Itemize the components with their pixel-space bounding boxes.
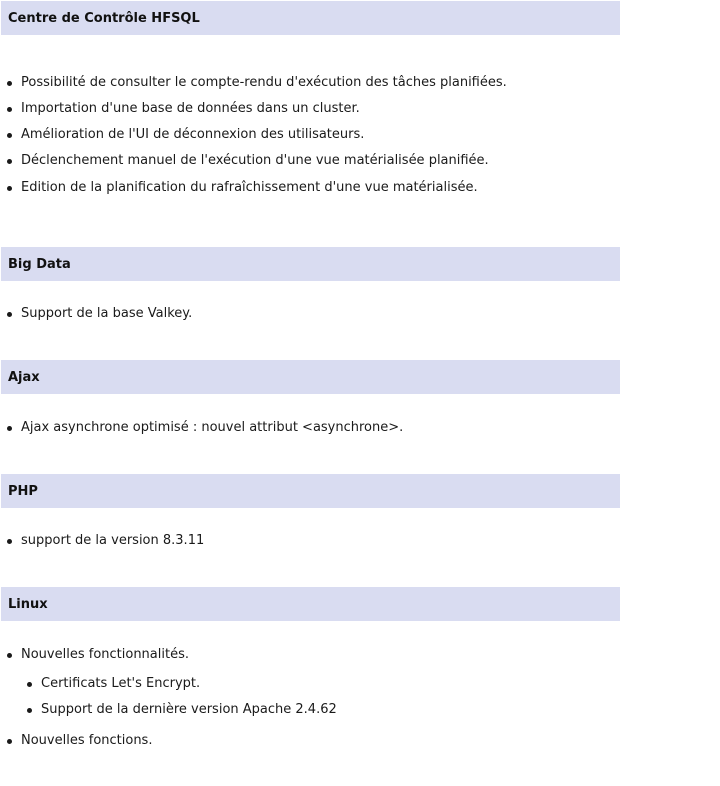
bullet-icon <box>7 81 12 86</box>
bullet-icon <box>7 539 12 544</box>
section-title: PHP <box>8 483 38 499</box>
list-sub-item <box>41 702 337 718</box>
list-item-text: Importation d'une base de données dans un cluster. <box>21 101 360 116</box>
list-item <box>21 101 360 117</box>
list-item-text: Support de la base Valkey. <box>21 306 193 321</box>
list-sub-item <box>41 676 200 692</box>
list-item <box>21 180 478 196</box>
list-item-text: Nouvelles fonctions. <box>21 733 153 748</box>
bullet-icon <box>7 159 12 164</box>
bullet-icon <box>7 312 12 317</box>
section-header-ajax <box>1 360 620 394</box>
list-item-text: Déclenchement manuel de l'exécution d'une vue matérialisée planifiée. <box>21 153 489 168</box>
bullet-icon <box>7 186 12 191</box>
list-item-text: Nouvelles fonctionnalités. <box>21 647 189 662</box>
list-item-text: Amélioration de l'UI de déconnexion des utilisateurs. <box>21 127 365 142</box>
list-item-text: Possibilité de consulter le compte-rendu d'exécution des tâches planifiées. <box>21 75 507 90</box>
section-title: Ajax <box>8 369 40 385</box>
section-title: Centre de Contrôle HFSQL <box>8 10 200 26</box>
list-item <box>21 127 364 143</box>
bullet-icon <box>7 739 12 744</box>
section-header-hfsql <box>1 1 620 35</box>
bullet-icon <box>7 426 12 431</box>
list-item <box>21 533 204 549</box>
list-item <box>21 75 507 91</box>
bullet-icon <box>27 682 32 687</box>
list-item-text: Edition de la planification du rafraîchissement d'une vue matérialisée. <box>21 180 478 195</box>
list-item-text: Certificats Let's Encrypt. <box>41 676 201 691</box>
section-title: Big Data <box>8 256 71 272</box>
bullet-icon <box>7 107 12 112</box>
section-header-php <box>1 474 620 508</box>
section-header-big-data <box>1 247 620 281</box>
list-item-text: Ajax asynchrone optimisé : nouvel attribut <asynchrone>. <box>21 420 404 435</box>
list-item <box>21 733 152 749</box>
list-item-text: Support de la dernière version Apache 2.4.62 <box>41 702 337 717</box>
list-item <box>21 420 403 436</box>
bullet-icon <box>7 133 12 138</box>
list-item <box>21 647 189 663</box>
list-item <box>21 306 192 322</box>
list-item-text: support de la version 8.3.11 <box>21 533 205 548</box>
section-header-linux <box>1 587 620 621</box>
section-title: Linux <box>8 596 48 612</box>
bullet-icon <box>27 708 32 713</box>
list-item <box>21 153 489 169</box>
bullet-icon <box>7 653 12 658</box>
